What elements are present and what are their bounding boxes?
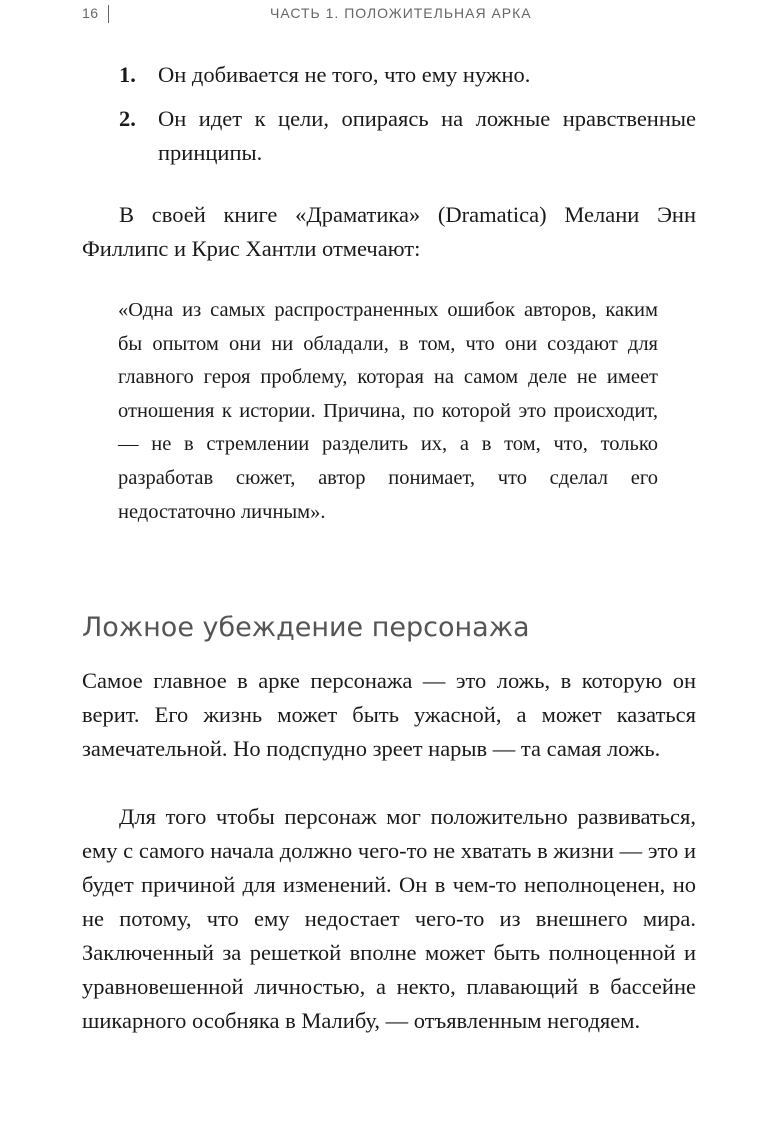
list-item-number: 2.	[119, 106, 136, 131]
block-quote: «Одна из самых распространенных ошибок авторов, каким бы опытом они ни обладали, в том, что они создают для главного героя проблему, которая на самом деле не имеет отношения к истории. Причина, по которой это происходит, — не в стремлении разделить их, а в том, что, только разработав сюжет, автор понимает, что сделал его недостаточно личным».	[118, 299, 658, 523]
body-paragraph: Для того чтобы персонаж мог положительно развиваться, ему с самого начала должно чего-то не хватать в жизни — это и будет причиной для изменений. Он в чем-то неполноценен, но не потому, что ему недостает чего-то из внешнего мира. Заключенный за решеткой вполне может быть полноценной и уравновешенной личностью, а некто, плавающий в бассейне шикарного особняка в Малибу, — отъявленным негодяем.	[82, 804, 696, 1033]
list-item	[82, 102, 696, 170]
section-heading: Ложное убеждение персонажа	[82, 612, 530, 643]
list-item-text: Он добивается не того, что ему нужно.	[158, 62, 531, 87]
header-divider	[108, 5, 109, 23]
body-paragraph: Самое главное в арке персонажа — это ложь, в которую он верит. Его жизнь может быть ужасной, а может казаться замечательной. Но подспудно зреет нарыв — та самая ложь.	[82, 668, 696, 761]
intro-paragraph: В своей книге «Драматика» (Dramatica) Мелани Энн Филлипс и Крис Хантли отмечают:	[82, 202, 696, 261]
chapter-title: ЧАСТЬ 1. ПОЛОЖИТЕЛЬНАЯ АРКА	[270, 5, 532, 21]
list-item-number: 1.	[119, 62, 136, 87]
running-header	[82, 5, 696, 25]
page-number: 16	[82, 5, 99, 21]
numbered-list	[82, 58, 696, 180]
list-item-text: Он идет к цели, опираясь на ложные нравственные принципы.	[158, 106, 696, 165]
list-item	[82, 58, 696, 92]
